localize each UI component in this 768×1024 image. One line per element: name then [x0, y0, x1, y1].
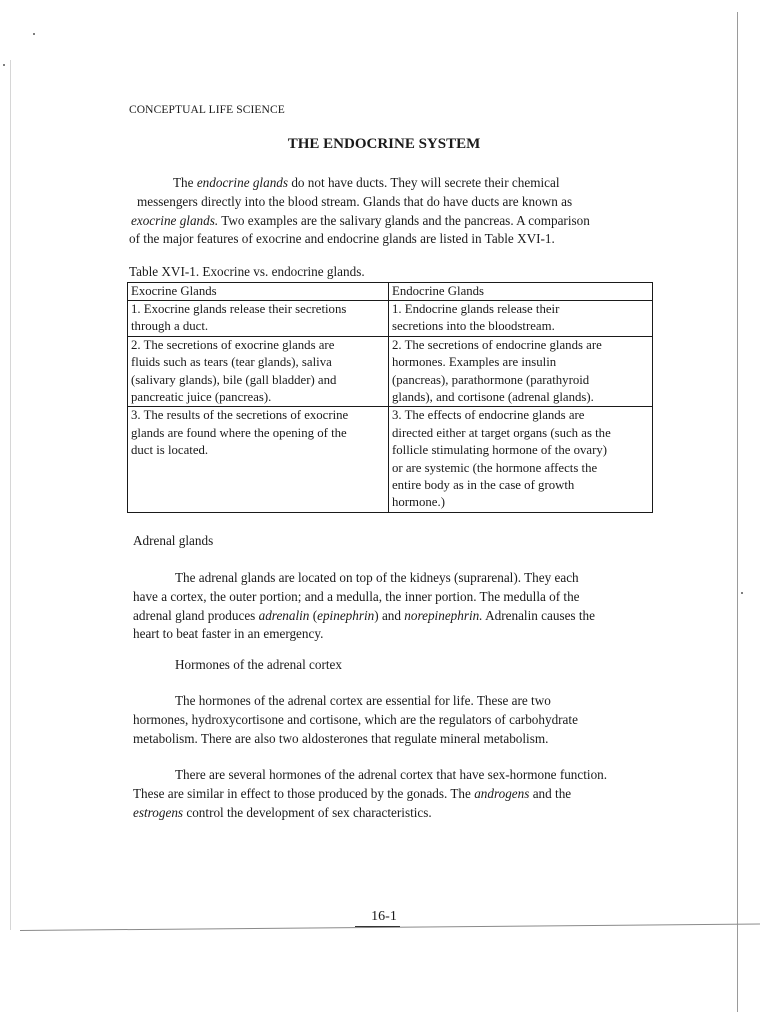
cortex-paragraph-1: The hormones of the adrenal cortex are essential for life. These are two hormones, hydroxycortisone and cortisone, which are the regulators of carbohydrate metabolism. There are also two aldosterones that regulate mineral metabolism.: [133, 693, 578, 746]
cortex-paragraph-2: There are several hormones of the adrenal cortex that have sex-hormone function. These are similar in effect to those produced by the gonads. The androgens and the estrogens control the development of sex characteristics.: [133, 767, 608, 820]
page-number-underline: [355, 926, 400, 927]
page-title: THE ENDOCRINE SYSTEM: [287, 136, 481, 152]
table-cell-exocrine: 2. The secretions of exocrine glands are fluids such as tears (tear glands), saliva (salivary glands), bile (gall bladder) and pancreatic juice (pancreas).: [128, 336, 389, 407]
scan-edge-left: [10, 60, 11, 930]
column-header-exocrine: Exocrine Glands: [128, 283, 389, 301]
scan-speck: [3, 64, 5, 66]
page-number: 16-1: [371, 909, 397, 924]
table-caption: Table XVI-1. Exocrine vs. endocrine glands.: [129, 264, 365, 279]
column-header-endocrine: Endocrine Glands: [389, 283, 653, 301]
intro-paragraph: The endocrine glands do not have ducts. They will secrete their chemical messengers directly into the blood stream. Glands that do have ducts are known as exocrine glands. Two examples are the salivary glands and the pancreas. A comparison of the major features of exocrine and endocrine glands are listed in Table XVI-1.: [129, 175, 590, 247]
table-cell-exocrine: 3. The results of the secretions of exocrine glands are found where the opening of the duct is located.: [128, 407, 389, 512]
table-row: [128, 336, 653, 407]
table-row: [128, 301, 653, 337]
adrenal-paragraph: The adrenal glands are located on top of the kidneys (suprarenal). They each have a cortex, the outer portion; and a medulla, the inner portion. The medulla of the adrenal gland produces adrenalin (epinephrin) and norepinephrin. Adrenalin causes the heart to beat faster in an emergency.: [133, 570, 595, 642]
course-label: CONCEPTUAL LIFE SCIENCE: [129, 104, 285, 116]
table-cell-endocrine: 3. The effects of endocrine glands are directed either at target organs (such as the follicle stimulating hormone of the ovary) or are systemic (the hormone affects the entire body as in the case of growth hormone.): [389, 407, 653, 512]
table-header-row: [128, 283, 653, 301]
scan-speck: [741, 592, 743, 594]
comparison-table: [127, 282, 653, 513]
scan-speck: [33, 33, 35, 35]
scan-edge-right: [737, 12, 738, 1012]
table-row: [128, 407, 653, 512]
table-cell-exocrine: 1. Exocrine glands release their secretions through a duct.: [128, 301, 389, 337]
section-heading-adrenal-cortex: Hormones of the adrenal cortex: [175, 657, 342, 672]
table-cell-endocrine: 2. The secretions of endocrine glands are hormones. Examples are insulin (pancreas), parathormone (parathyroid glands), and cortisone (adrenal glands).: [389, 336, 653, 407]
section-heading-adrenal: Adrenal glands: [133, 533, 214, 548]
table-cell-endocrine: 1. Endocrine glands release their secretions into the bloodstream.: [389, 301, 653, 337]
